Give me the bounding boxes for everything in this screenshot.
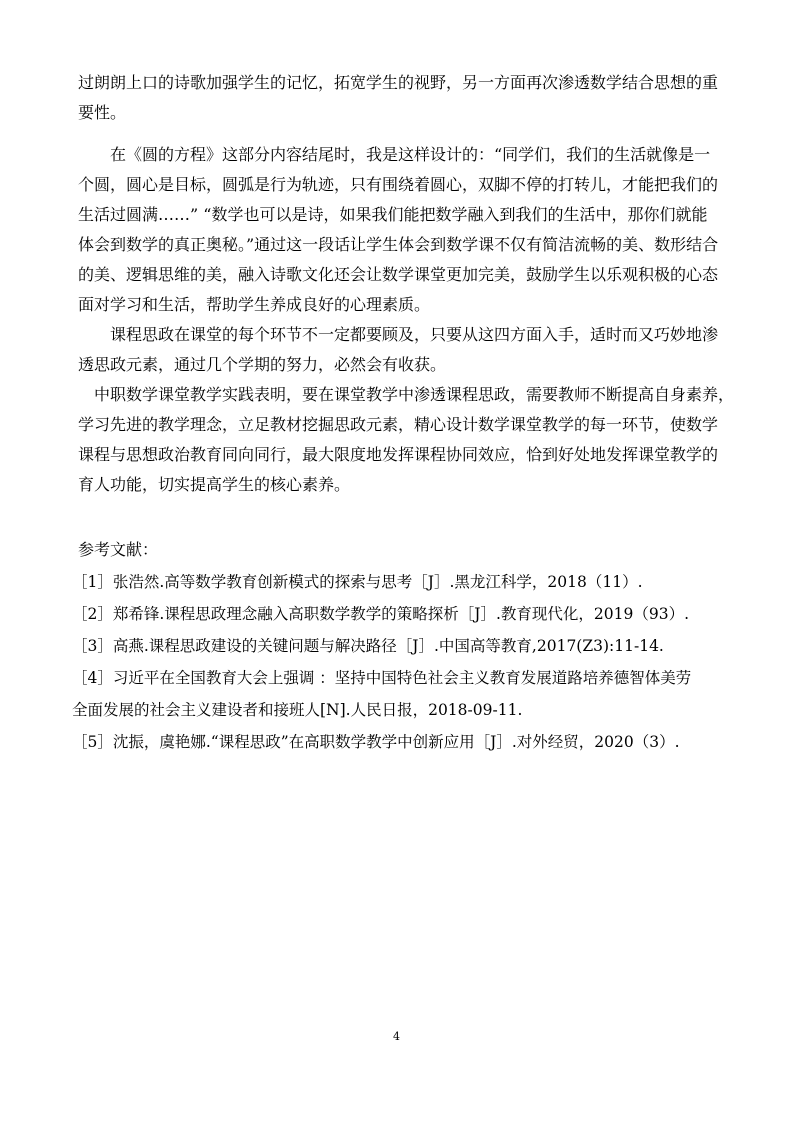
reference-item: ［4］习近平在全国教育大会上强调 ：坚持中国特色社会主义教育发展道路培养德智体美劳 [72, 669, 692, 687]
reference-item: ［2］郑希锋.课程思政理念融入高职数学教学的策略探析［J］.教育现代化，2019（93）. [72, 605, 690, 623]
body-line: 生活过圆满……” “数学也可以是诗，如果我们能把数学融入到我们的生活中，那你们就能 [78, 205, 708, 224]
reference-item: ［5］沈振，虞艳娜.“课程思政”在高职数学教学中创新应用［J］.对外经贸，2020（3）. [72, 733, 680, 751]
body-line: 透思政元素，通过几个学期的努力，必然会有收获。 [78, 355, 447, 374]
reference-item: ［3］高燕.课程思政建设的关键问题与解决路径［J］.中国高等教育,2017(Z3):11-14. [72, 637, 664, 655]
body-line: 课程思政在课堂的每个环节不一定都要顾及，只要从这四方面入手，适时而又巧妙地渗 [78, 325, 719, 344]
references-heading: 参考文献： [78, 540, 159, 559]
reference-item: ［1］张浩然.高等数学教育创新模式的探索与思考［J］.黑龙江科学，2018（11）. [72, 573, 643, 591]
body-line: 育人功能，切实提高学生的核心素养。 [78, 475, 351, 494]
body-line: 个圆，圆心是目标，圆弧是行为轨迹，只有围绕着圆心，双脚不停的打转儿，才能把我们的 [78, 175, 719, 194]
body-line: 面对学习和生活，帮助学生养成良好的心理素质。 [78, 295, 431, 314]
body-line: 的美、逻辑思维的美，融入诗歌文化还会让数学课堂更加完美，鼓励学生以乐观积极的心态 [78, 265, 719, 284]
body-line: 中职数学课堂教学实践表明，要在课堂教学中渗透课程思政，需要教师不断提高自身素养， [78, 385, 735, 404]
body-line: 学习先进的教学理念，立足教材挖掘思政元素，精心设计数学课堂教学的每一环节，使数学 [78, 415, 719, 434]
reference-item-continued: 全面发展的社会主义建设者和接班人[N].人民日报，2018-09-11. [72, 701, 523, 719]
body-line: 在《圆的方程》这部分内容结尾时，我是这样设计的：“同学们，我们的生活就像是一 [78, 145, 711, 164]
body-line: 体会到数学的真正奥秘。”通过这一段话让学生体会到数学课不仅有简洁流畅的美、数形结合 [78, 235, 719, 254]
body-line: 课程与思想政治教育同向同行，最大限度地发挥课程协同效应，恰到好处地发挥课堂教学的 [78, 445, 719, 464]
body-line: 过朗朗上口的诗歌加强学生的记忆，拓宽学生的视野，另一方面再次渗透数学结合思想的重 [78, 73, 719, 92]
page-number: 4 [393, 1030, 400, 1043]
body-line: 要性。 [78, 103, 127, 122]
